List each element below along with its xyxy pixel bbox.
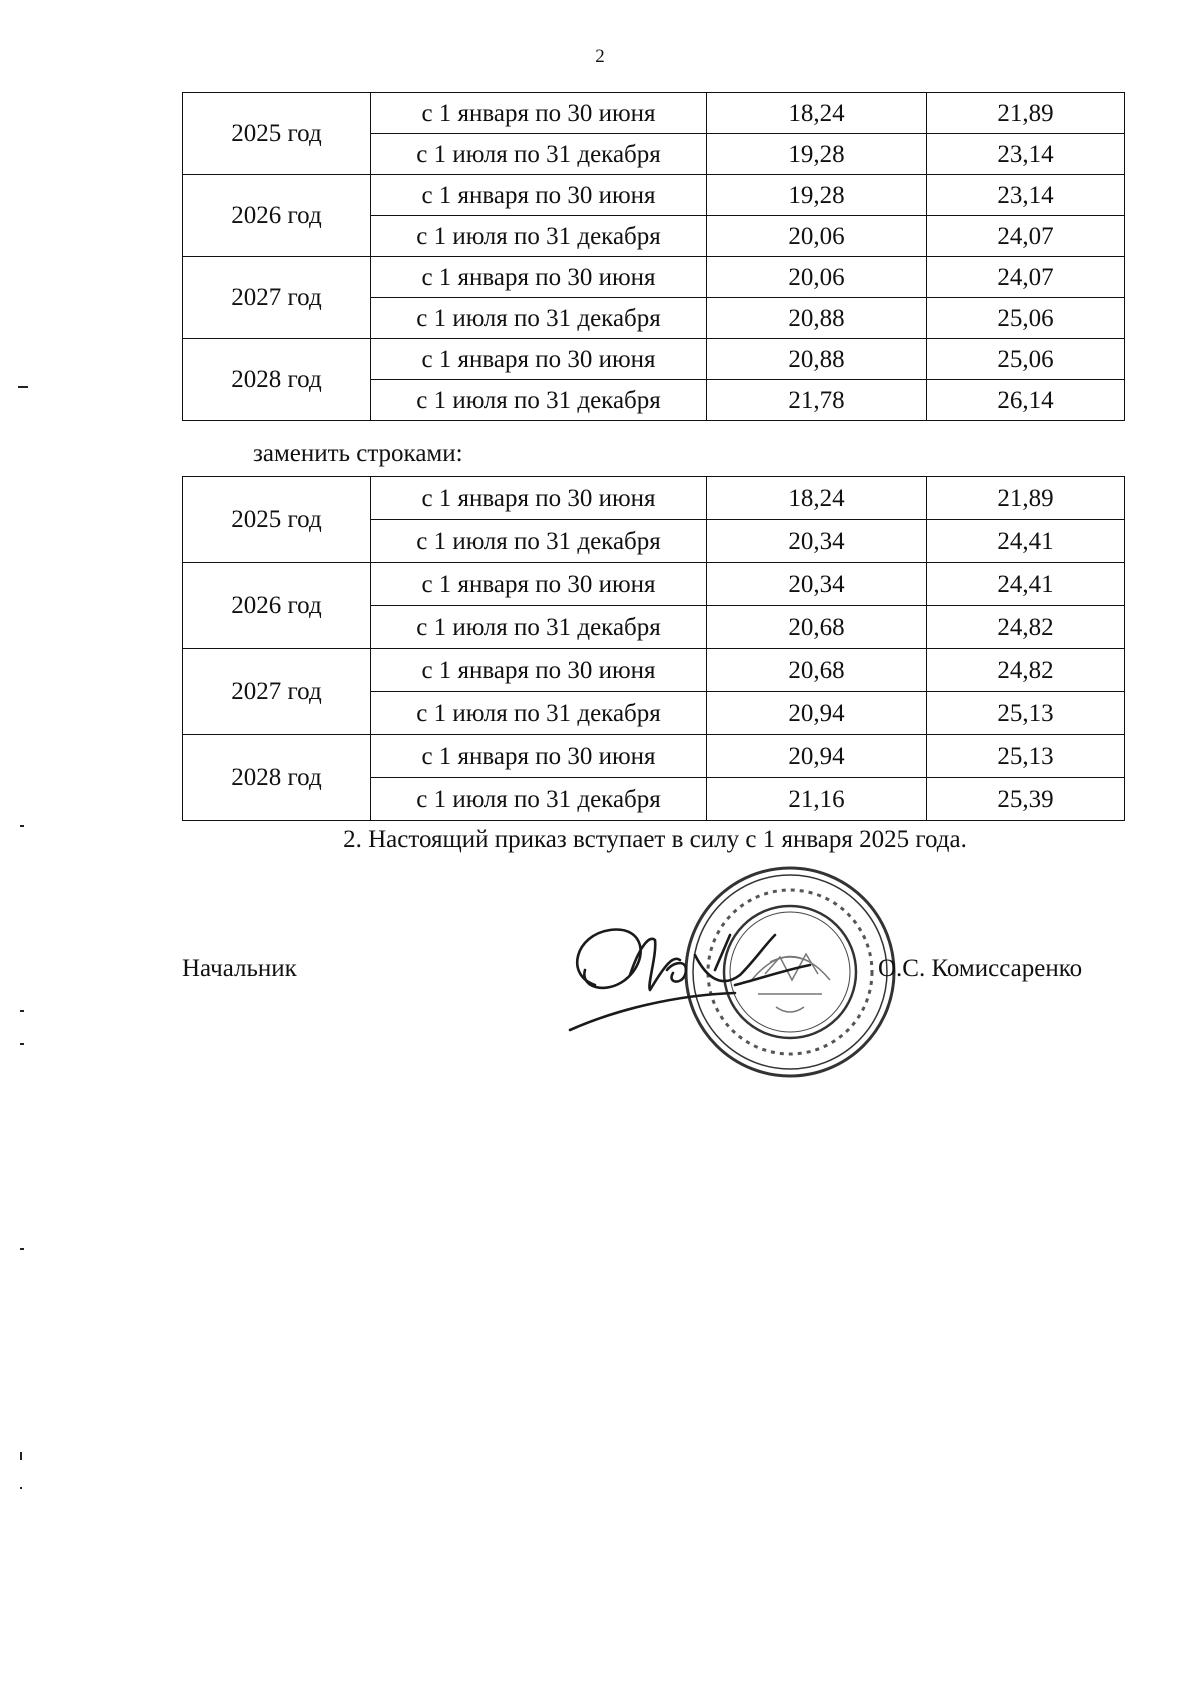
value-cell: 25,13	[927, 735, 1125, 778]
value-cell: 20,06	[707, 257, 927, 298]
table-row	[183, 339, 1125, 380]
value-cell: 20,68	[707, 649, 927, 692]
handwritten-signature-icon	[555, 915, 865, 1040]
table-row	[183, 477, 1125, 520]
period-cell: с 1 января по 30 июня	[371, 477, 707, 520]
page-number: 2	[595, 46, 605, 67]
value-cell: 24,41	[927, 563, 1125, 606]
margin-mark	[20, 825, 24, 827]
value-cell: 25,06	[927, 339, 1125, 380]
value-cell: 21,89	[927, 477, 1125, 520]
value-cell: 25,13	[927, 692, 1125, 735]
value-cell: 23,14	[927, 175, 1125, 216]
period-cell: с 1 января по 30 июня	[371, 563, 707, 606]
value-cell: 24,07	[927, 216, 1125, 257]
year-cell: 2028 год	[183, 339, 371, 421]
replace-label: заменить строками:	[253, 440, 463, 467]
value-cell: 20,88	[707, 298, 927, 339]
tariff-table-old	[182, 92, 1125, 421]
period-cell: с 1 января по 30 июня	[371, 339, 707, 380]
table-row	[183, 257, 1125, 298]
signatory-name: О.С. Комиссаренко	[878, 955, 1083, 982]
tariff-table-new	[182, 476, 1125, 821]
margin-mark	[18, 386, 28, 388]
period-cell: с 1 июля по 31 декабря	[371, 298, 707, 339]
year-cell: 2027 год	[183, 649, 371, 735]
margin-mark	[20, 1487, 22, 1489]
value-cell: 18,24	[707, 477, 927, 520]
year-cell: 2026 год	[183, 175, 371, 257]
value-cell: 20,94	[707, 735, 927, 778]
value-cell: 24,82	[927, 649, 1125, 692]
value-cell: 21,16	[707, 778, 927, 821]
value-cell: 20,94	[707, 692, 927, 735]
value-cell: 19,28	[707, 134, 927, 175]
period-cell: с 1 июля по 31 декабря	[371, 380, 707, 421]
period-cell: с 1 января по 30 июня	[371, 257, 707, 298]
period-cell: с 1 января по 30 июня	[371, 735, 707, 778]
year-cell: 2028 год	[183, 735, 371, 821]
year-cell: 2027 год	[183, 257, 371, 339]
margin-mark	[20, 1043, 24, 1045]
clause-text: 2. Настоящий приказ вступает в силу с 1 января 2025 года.	[343, 826, 967, 853]
position-label: Начальник	[182, 955, 297, 982]
value-cell: 20,34	[707, 520, 927, 563]
value-cell: 23,14	[927, 134, 1125, 175]
table-row	[183, 93, 1125, 134]
value-cell: 20,06	[707, 216, 927, 257]
period-cell: с 1 июля по 31 декабря	[371, 692, 707, 735]
table-row	[183, 735, 1125, 778]
value-cell: 19,28	[707, 175, 927, 216]
period-cell: с 1 июля по 31 декабря	[371, 778, 707, 821]
period-cell: с 1 января по 30 июня	[371, 93, 707, 134]
period-cell: с 1 января по 30 июня	[371, 175, 707, 216]
value-cell: 20,68	[707, 606, 927, 649]
period-cell: с 1 июля по 31 декабря	[371, 216, 707, 257]
table-row	[183, 563, 1125, 606]
value-cell: 20,34	[707, 563, 927, 606]
margin-mark	[20, 1248, 24, 1250]
value-cell: 26,14	[927, 380, 1125, 421]
year-cell: 2026 год	[183, 563, 371, 649]
margin-mark	[20, 1452, 22, 1460]
value-cell: 25,06	[927, 298, 1125, 339]
period-cell: с 1 июля по 31 декабря	[371, 134, 707, 175]
year-cell: 2025 год	[183, 477, 371, 563]
table-row	[183, 175, 1125, 216]
period-cell: с 1 июля по 31 декабря	[371, 606, 707, 649]
year-cell: 2025 год	[183, 93, 371, 175]
value-cell: 21,89	[927, 93, 1125, 134]
value-cell: 24,41	[927, 520, 1125, 563]
value-cell: 18,24	[707, 93, 927, 134]
value-cell: 21,78	[707, 380, 927, 421]
value-cell: 20,88	[707, 339, 927, 380]
value-cell: 24,07	[927, 257, 1125, 298]
margin-mark	[20, 1010, 24, 1012]
period-cell: с 1 января по 30 июня	[371, 649, 707, 692]
period-cell: с 1 июля по 31 декабря	[371, 520, 707, 563]
value-cell: 24,82	[927, 606, 1125, 649]
value-cell: 25,39	[927, 778, 1125, 821]
table-row	[183, 649, 1125, 692]
